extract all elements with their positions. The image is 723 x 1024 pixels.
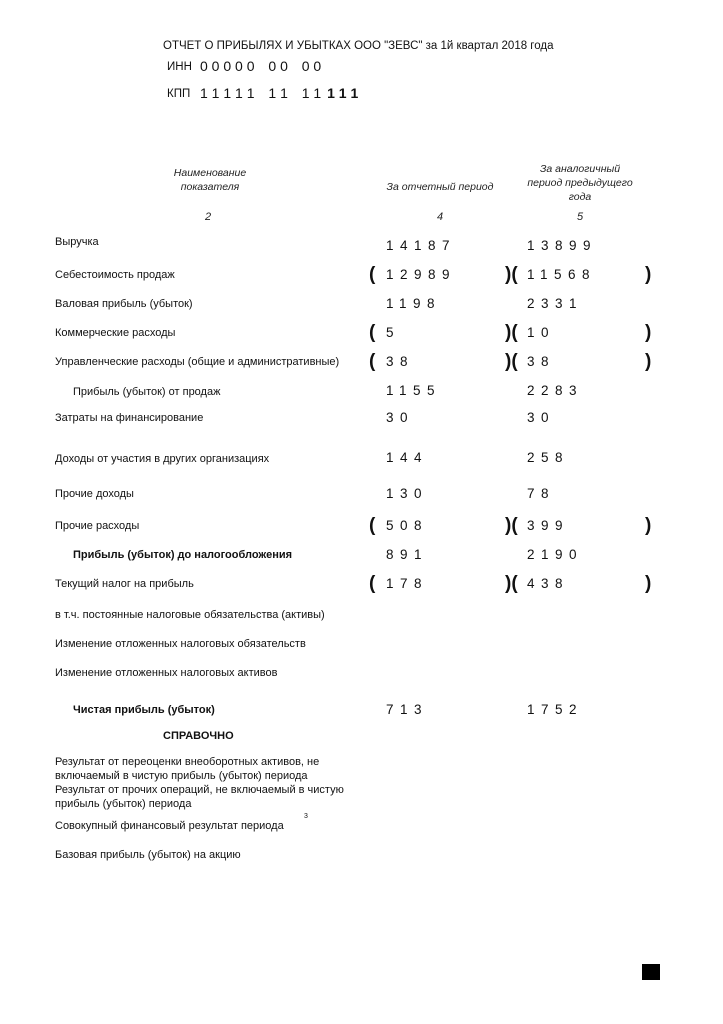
row-label-other-income: Прочие доходы xyxy=(55,488,134,500)
reference-item-line: Результат от переоценки внеоборотных активов, не xyxy=(55,756,320,768)
row-current-admin-expenses: 38 xyxy=(386,354,415,369)
kpp-group-4: 1 1 1 xyxy=(327,85,359,101)
reference-item-other-operations xyxy=(55,783,344,811)
bracket-close: ) xyxy=(645,515,652,536)
kpp-digits xyxy=(200,85,358,101)
inn-group-3: 0 0 xyxy=(301,58,322,74)
bracket-close: ) xyxy=(645,351,652,372)
row-current-net-profit: 713 xyxy=(386,702,429,717)
row-current-other-expenses: 508 xyxy=(386,518,429,533)
bracket-open: ( xyxy=(369,515,376,536)
row-current-income-tax: 178 xyxy=(386,576,429,591)
row-label-deferred-tax-assets: Изменение отложенных налоговых активов xyxy=(55,667,278,679)
column-number-5: 5 xyxy=(577,211,584,223)
inn-digits xyxy=(200,58,321,74)
row-label-permanent-tax-liabilities: в т.ч. постоянные налоговые обязательства (активы) xyxy=(55,609,325,621)
row-previous-commercial-expenses: 10 xyxy=(527,325,556,340)
row-label-admin-expenses: Управленческие расходы (общие и административные) xyxy=(55,356,340,368)
header-previous xyxy=(515,162,645,204)
row-label-financing-costs: Затраты на финансирование xyxy=(55,412,204,424)
reference-item-line: прибыль (убыток) периода xyxy=(55,798,192,810)
inn-group-1: 0 0 0 0 0 xyxy=(200,58,255,74)
row-current-participation-income: 144 xyxy=(386,450,429,465)
row-label-profit-before-tax: Прибыль (убыток) до налогообложения xyxy=(73,549,293,561)
kpp-group-3: 1 1 xyxy=(301,85,322,101)
row-current-gross-profit: 1198 xyxy=(386,296,442,311)
header-current: За отчетный период xyxy=(386,181,494,193)
kpp-label: КПП xyxy=(167,88,191,100)
row-previous-participation-income: 258 xyxy=(527,450,570,465)
row-previous-profit-before-tax: 2190 xyxy=(527,547,584,562)
page-marker-square xyxy=(642,964,660,980)
row-current-profit-before-tax: 891 xyxy=(386,547,429,562)
inn-label: ИНН xyxy=(167,61,192,73)
report-title: ОТЧЕТ О ПРИБЫЛЯХ И УБЫТКАХ ООО "ЗЕВС" за 1й квартал 2018 года xyxy=(163,40,554,52)
reference-item-revaluation xyxy=(55,755,319,783)
bracket-mid: )( xyxy=(505,573,518,594)
row-label-cost-of-sales: Себестоимость продаж xyxy=(55,269,175,281)
row-label-other-expenses: Прочие расходы xyxy=(55,520,140,532)
row-previous-other-income: 78 xyxy=(527,486,556,501)
kpp-group-2: 1 1 xyxy=(268,85,288,101)
row-label-operating-profit: Прибыль (убыток) от продаж xyxy=(73,386,221,398)
row-previous-cost-of-sales: 11568 xyxy=(527,267,597,282)
header-previous-line3: года xyxy=(568,191,592,203)
row-label-deferred-tax-liabilities: Изменение отложенных налоговых обязательств xyxy=(55,638,306,650)
inn-group-2: 0 0 xyxy=(268,58,288,74)
row-previous-revenue: 13899 xyxy=(527,238,598,253)
row-label-income-tax: Текущий налог на прибыль xyxy=(55,578,194,590)
header-previous-line1: За аналогичный xyxy=(539,163,621,175)
bracket-open: ( xyxy=(369,264,376,285)
row-previous-net-profit: 1752 xyxy=(527,702,584,717)
header-previous-line2: период предыдущего xyxy=(527,177,633,189)
row-label-participation-income: Доходы от участия в других организациях xyxy=(55,453,270,465)
row-current-other-income: 130 xyxy=(386,486,429,501)
row-previous-admin-expenses: 38 xyxy=(527,354,556,369)
bracket-mid: )( xyxy=(505,351,518,372)
reference-item-basic-eps: Базовая прибыль (убыток) на акцию xyxy=(55,849,241,861)
bracket-mid: )( xyxy=(505,264,518,285)
row-current-commercial-expenses: 5 xyxy=(386,325,401,340)
row-label-revenue: Выручка xyxy=(55,236,99,248)
header-name-line2: показателя xyxy=(180,181,240,193)
bracket-mid: )( xyxy=(505,515,518,536)
reference-item-line: включаемый в чистую прибыль (убыток) периода xyxy=(55,770,308,782)
row-previous-gross-profit: 2331 xyxy=(527,296,584,311)
row-label-net-profit: Чистая прибыль (убыток) xyxy=(73,704,215,716)
bracket-close: ) xyxy=(645,322,652,343)
row-current-cost-of-sales: 12989 xyxy=(386,267,457,282)
row-previous-other-expenses: 399 xyxy=(527,518,570,533)
row-previous-financing-costs: 30 xyxy=(527,410,556,425)
row-current-operating-profit: 1155 xyxy=(386,383,442,398)
bracket-close: ) xyxy=(645,264,652,285)
row-current-financing-costs: 30 xyxy=(386,410,415,425)
row-current-revenue: 14187 xyxy=(386,238,457,253)
column-number-4: 4 xyxy=(437,211,444,223)
header-name-line1: Наименование xyxy=(173,167,247,179)
reference-item-line: Результат от прочих операций, не включаемый в чистую xyxy=(55,784,344,796)
bracket-open: ( xyxy=(369,351,376,372)
bracket-mid: )( xyxy=(505,322,518,343)
row-previous-income-tax: 438 xyxy=(527,576,570,591)
bracket-open: ( xyxy=(369,322,376,343)
reference-item-total-financial-result: Совокупный финансовый результат периода xyxy=(55,820,284,832)
row-label-gross-profit: Валовая прибыль (убыток) xyxy=(55,298,193,310)
reference-heading: СПРАВОЧНО xyxy=(163,730,234,742)
bracket-close: ) xyxy=(645,573,652,594)
footnote-mark: 3 xyxy=(304,813,308,820)
bracket-open: ( xyxy=(369,573,376,594)
column-number-2: 2 xyxy=(205,211,212,223)
kpp-group-1: 1 1 1 1 1 xyxy=(200,85,255,101)
row-label-commercial-expenses: Коммерческие расходы xyxy=(55,327,176,339)
row-previous-operating-profit: 2283 xyxy=(527,383,584,398)
header-name xyxy=(150,166,270,194)
